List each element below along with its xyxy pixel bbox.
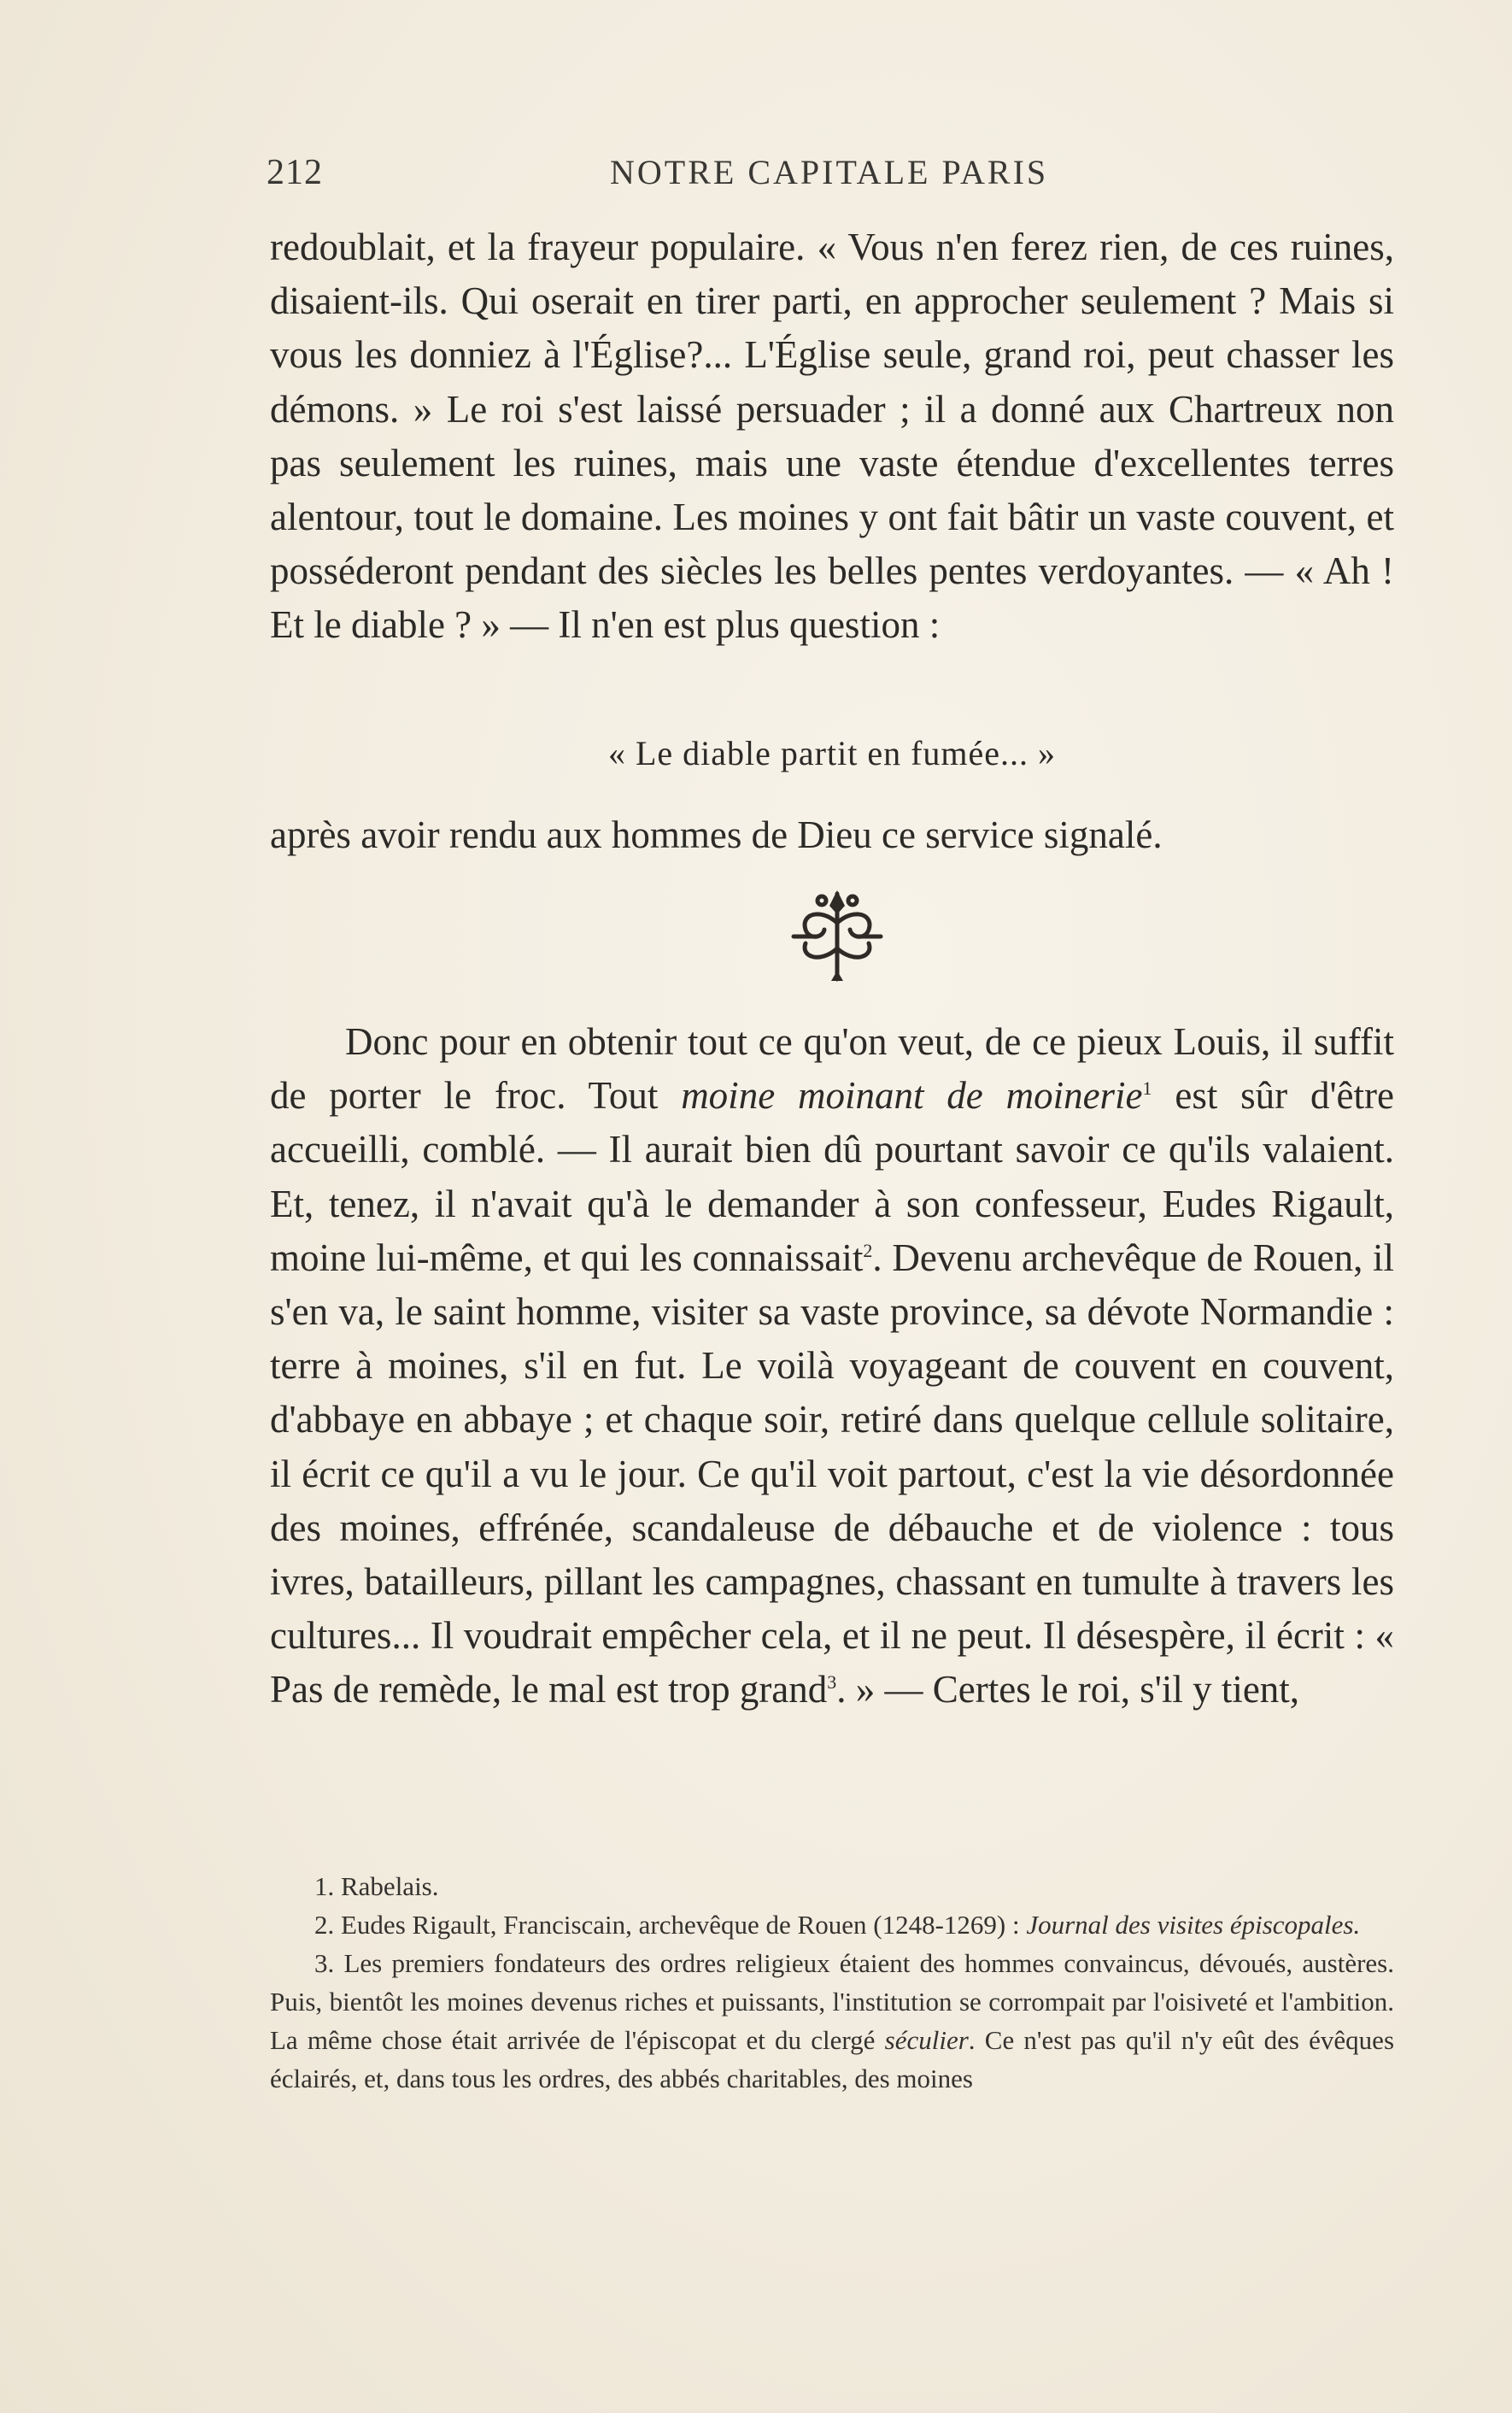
footnote-3: [270, 1944, 1394, 2098]
paragraph-3-text: . Devenu archevêque de Rouen, il s'en va, le saint homme, visiter sa vaste province, sa dévote Normandie : terre à moines, s'il en fut. Le voilà voyageant de couvent en couvent, d'abbaye en abbaye ; et chaque soir, retiré dans quelque cellule solitaire, il écrit ce qu'il a vu le jour. Ce qu'il voit partout, c'est la vie désordonnée des moines, effrénée, scandaleuse de débauche et de violence : tous ivres, batailleurs, pillant les campagnes, chassant en tumulte à travers les cultures... Il voudrait empêcher cela, et il ne peut. Il désespère, il écrit : « Pas de remède, le mal est trop grand: [270, 1236, 1395, 1711]
footnote-1: [270, 1867, 1394, 1905]
paragraph-3: [270, 1015, 1394, 1717]
footnote-text: Rabelais.: [341, 1871, 439, 1901]
paragraph-3-text: Donc pour en obtenir tout ce qu'on veut, de ce pieux Louis, il suffit de porter le froc. Tout: [270, 1020, 1394, 1118]
footnote-number: 2.: [314, 1910, 335, 1940]
footnote-text: Eudes Rigault, Franciscain, archevêque de Rouen (1248-1269) :: [341, 1910, 1027, 1940]
footnote-2: [270, 1905, 1394, 1944]
paragraph-1: redoublait, et la frayeur populaire. « Vous n'en ferez rien, de ces ruines, disaient-ils. Qui oserait en tirer parti, en approcher seulement ? Mais si vous les donniez à l'Église?... L'Église seule, grand roi, peut chasser les démons. » Le roi s'est laissé persuader ; il a donné aux Chartreux non pas seulement les ruines, mais une vaste étendue d'excellentes terres alentour, tout le domaine. Les moines y ont fait bâtir un vaste couvent, et posséderont pendant des siècles les belles pentes verdoyantes. — « Ah ! Et le diable ? » — Il n'en est plus question :: [270, 226, 1394, 647]
footnote-number: 3.: [314, 1948, 335, 1978]
page-number: 212: [267, 153, 323, 192]
footnote-ref-3: 3: [827, 1671, 837, 1694]
footnote-ref-1: 1: [1142, 1077, 1152, 1100]
footnote-italic-word: séculier: [884, 2025, 969, 2055]
italic-phrase: moine moinant de moinerie: [681, 1074, 1143, 1118]
verse-quote: « Le diable partit en fumée... »: [607, 734, 1057, 772]
footnote-text: Les premiers fondateurs des ordres religieux étaient des hommes convaincus, dévoués, austères. Puis, bientôt les moines devenus riches et puissants, l'institution se corrompait par l'oisiveté et l'ambition. La même chose était arrivée de l'épiscopat et du clergé: [270, 1948, 1394, 2055]
running-head: [267, 152, 1404, 203]
footnotes: [270, 1867, 1394, 2098]
footnote-italic-title: Journal des visites épiscopales.: [1026, 1910, 1361, 1940]
footnote-ref-2: 2: [863, 1239, 873, 1261]
fleuron-ornament-icon: [782, 889, 893, 984]
paragraph-3-text: . » — Certes le roi, s'il y tient,: [836, 1668, 1300, 1711]
footnote-number: 1.: [314, 1871, 335, 1901]
running-title: NOTRE CAPITALE PARIS: [610, 153, 1049, 191]
footnote-text: . Ce n'est pas qu'il n'y eût des évêques éclairés, et, dans tous les ordres, des abbés charitables, des moines: [270, 2025, 1395, 2093]
paragraph-2: après avoir rendu aux hommes de Dieu ce service signalé.: [270, 813, 1163, 856]
paragraph-3-text: est sûr d'être accueilli, comblé. — Il aurait bien dû pourtant savoir ce qu'ils valaient. Et, tenez, il n'avait qu'à le demander à son confesseur, Eudes Rigault, moine lui-même, et qui les connaissait: [270, 1074, 1394, 1279]
